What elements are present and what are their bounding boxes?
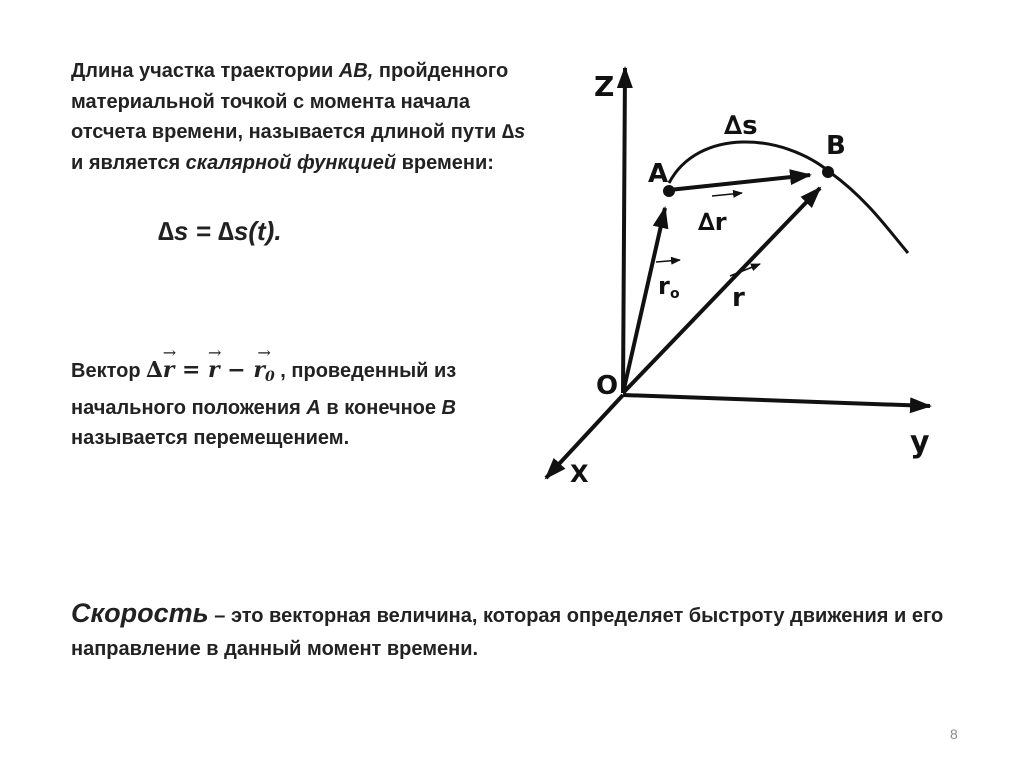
- point-a-text: А: [306, 396, 321, 419]
- text-fragment: пройденного материальной точкой с момента начала отсчета времени, называется длиной пути: [71, 60, 509, 143]
- label-y: y: [910, 425, 930, 460]
- displacement-paragraph: [71, 355, 511, 454]
- label-z: Z: [594, 70, 615, 103]
- label-a: A: [648, 159, 669, 189]
- label-r0: r: [658, 272, 670, 300]
- point-b: [822, 166, 834, 178]
- label-r0-subscript: o: [670, 286, 680, 302]
- displacement-vector: [669, 175, 810, 190]
- displacement-diagram: [520, 50, 950, 500]
- radius-vector-r0: [623, 208, 665, 393]
- subscript-zero: 0: [265, 369, 275, 385]
- vector-r: [208, 355, 220, 386]
- text-fragment: в конечное: [320, 396, 442, 419]
- delta-s-symbol: ∆s: [501, 121, 526, 143]
- r0-arrow-mark: [656, 260, 680, 262]
- label-r: r: [732, 283, 745, 313]
- page-number: 8: [950, 726, 958, 742]
- velocity-definition: [71, 597, 971, 666]
- y-axis: [623, 395, 930, 406]
- delta-r-arrow-mark: [712, 193, 742, 196]
- velocity-term: Скорость: [71, 598, 209, 628]
- point-b-text: В: [441, 396, 456, 419]
- equals-sign: =: [174, 357, 209, 383]
- text-fragment: Вектор: [71, 360, 147, 382]
- minus-sign: −: [219, 357, 254, 383]
- vector-r-letter: r: [208, 357, 220, 383]
- text-fragment: называется перемещением.: [71, 427, 350, 449]
- z-axis: [623, 68, 625, 393]
- text-fragment: и является: [71, 151, 186, 174]
- velocity-definition-text: – это векторная величина, которая определяет быстроту движения и его направление в данный момент времени.: [71, 605, 944, 660]
- text-fragment: , проведенный из начального положения: [71, 360, 457, 419]
- path-length-paragraph: [71, 56, 541, 178]
- label-b: B: [826, 131, 846, 161]
- path-length-formula: ∆s = ∆s(t).: [158, 216, 282, 246]
- label-o: O: [596, 371, 619, 401]
- segment-ab: АВ,: [338, 60, 374, 82]
- vector-r0: [253, 355, 274, 393]
- label-delta-r: ∆r: [698, 208, 727, 236]
- vector-r: [163, 355, 175, 386]
- text-fragment: Длина участка траектории: [71, 60, 339, 82]
- vector-r-letter: r: [253, 357, 265, 383]
- scalar-function-term: скалярной функцией: [185, 151, 397, 174]
- vector-r-letter: r: [162, 357, 175, 383]
- text-fragment: времени:: [396, 151, 494, 174]
- label-delta-s: ∆s: [724, 111, 758, 141]
- trajectory-curve: [669, 142, 908, 253]
- delta-symbol: ∆: [146, 357, 163, 383]
- displacement-formula: [146, 357, 275, 383]
- label-x: X: [570, 460, 589, 488]
